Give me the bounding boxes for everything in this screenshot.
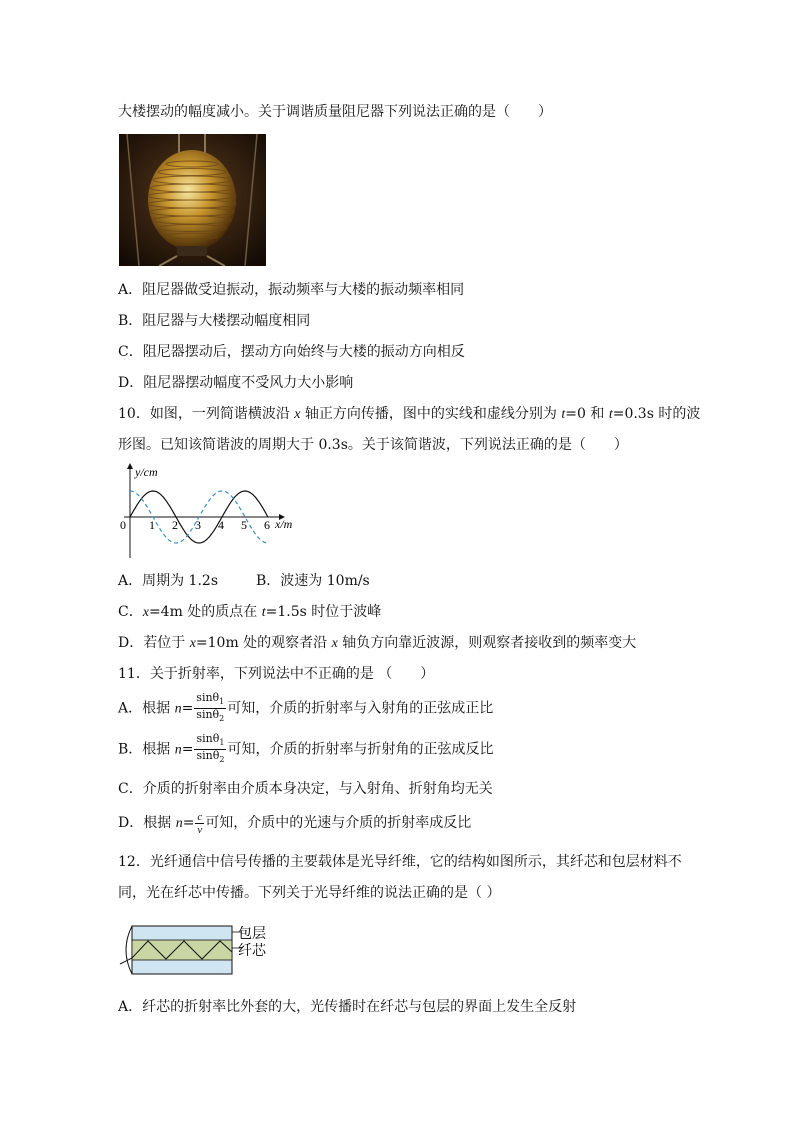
- snell-fraction-a: $\frac{\sin\theta_1}{\sin\theta_2}$: [196, 691, 225, 724]
- q12-option-a: A．纤芯的折射率比外套的大，光传播时在纤芯与包层的界面上发生全反射: [118, 999, 577, 1015]
- x-tick-labels: [149, 518, 270, 532]
- q12-stem-line1: 12．光纤通信中信号传播的主要载体是光导纤维，它的结构如图所示，其纤芯和包层材料不: [118, 854, 682, 870]
- fiber-end-curve: [126, 926, 132, 974]
- q9-option-b: B．阻尼器与大楼摆动幅度相同: [118, 313, 311, 329]
- q10-option-a: A．周期为 1.2s: [118, 573, 219, 589]
- snell-fraction-b: $\frac{\sin\theta_1}{\sin\theta_2}$: [196, 732, 225, 765]
- q10-stem-line1: 10．如图，一列简谐横波沿 x 轴正方向传播，图中的实线和虚线分别为 t=0 和 t=0.3s 时的波: [118, 406, 701, 422]
- q10-option-b: B．波速为 10m/s: [256, 573, 370, 589]
- optical-fiber-diagram: [118, 918, 278, 980]
- wave-graph: [112, 462, 302, 562]
- x-axis-label: x/m: [275, 517, 293, 531]
- x-tick-6: 6: [264, 518, 270, 532]
- q11-option-d: D．根据 n= $\frac{c}{v}$ 可知，介质中的光速与介质的折射率成反比: [118, 810, 472, 836]
- q10-options-ab: [118, 572, 370, 590]
- q9-stem: 大楼摆动的幅度减小。关于调谐质量阻尼器下列说法正确的是（ ）: [118, 104, 552, 120]
- y-axis-label: y/cm: [135, 465, 158, 479]
- q10-option-c: C．x=4m 处的质点在 t=1.5s 时位于波峰: [118, 604, 382, 620]
- q11-option-a: A．根据 n= $\frac{\sin\theta_1}{\sin\theta_2}$ 可知，介质的折射率与入射角的正弦成正比: [118, 691, 494, 724]
- damper-photo: [119, 134, 266, 266]
- x-tick-1: 1: [149, 518, 155, 532]
- x-tick-5: 5: [241, 518, 247, 532]
- origin-label: 0: [120, 518, 126, 532]
- q9-option-c: C．阻尼器摆动后，摆动方向始终与大楼的振动方向相反: [118, 344, 465, 360]
- cladding-label: 包层: [238, 926, 266, 942]
- core-label: 纤芯: [238, 943, 266, 959]
- cv-fraction: $\frac{c}{v}$: [197, 810, 203, 836]
- q9-option-d: D．阻尼器摆动幅度不受风力大小影响: [118, 375, 354, 391]
- x-tick-3: 3: [195, 518, 201, 532]
- x-tick-2: 2: [172, 518, 178, 532]
- q10-option-d: D．若位于 x=10m 处的观察者沿 x 轴负方向靠近波源，则观察者接收到的频率变大: [118, 635, 637, 651]
- q10-stem-line2: 形图。已知该简谐波的周期大于 0.3s。关于该简谐波，下列说法正确的是（ ）: [118, 437, 628, 453]
- q9-option-a: A．阻尼器做受迫振动，振动频率与大楼的振动频率相同: [118, 282, 465, 298]
- q11-option-b: B．根据 n= $\frac{\sin\theta_1}{\sin\theta_2}$ 可知，介质的折射率与折射角的正弦成反比: [118, 732, 494, 765]
- q11-option-c: C．介质的折射率由介质本身决定，与入射角、折射角均无关: [118, 781, 493, 797]
- x-tick-4: 4: [218, 518, 224, 532]
- q11-stem: 11．关于折射率，下列说法中不正确的是 （ ）: [118, 666, 435, 682]
- q12-stem-line2: 同，光在纤芯中传播。下列关于光导纤维的说法正确的是（ ）: [118, 885, 501, 901]
